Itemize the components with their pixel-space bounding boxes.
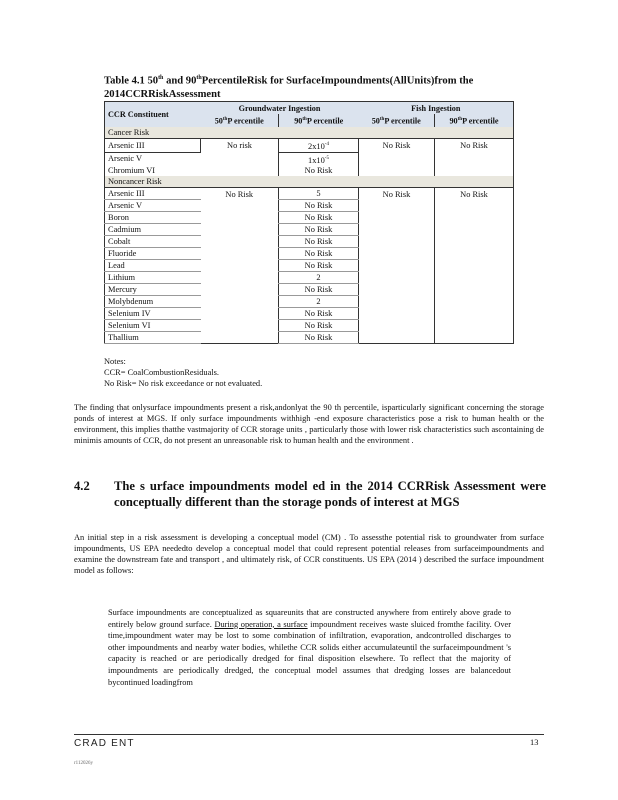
f50-cell bbox=[359, 165, 435, 176]
gw90-cell: No Risk bbox=[279, 200, 359, 212]
section-title: The s urface impoundments model ed in the 2014 CCRRisk Assessment were conceptually different than the storage ponds of interest at MGS bbox=[114, 479, 546, 509]
gw90-cell: No Risk bbox=[279, 332, 359, 344]
header-constituent: CCR Constituent bbox=[108, 109, 169, 119]
table-header-row bbox=[105, 102, 514, 115]
f50-cell bbox=[359, 320, 435, 332]
f90-cell bbox=[435, 236, 514, 248]
gw90-cell: No Risk bbox=[279, 248, 359, 260]
f50-cell: No Risk bbox=[359, 138, 435, 152]
constituent-cell: Selenium VI bbox=[105, 320, 201, 332]
table-row bbox=[105, 236, 514, 248]
notes-ccr: CCR= CoalCombustionResiduals. bbox=[104, 368, 220, 377]
gw90-cell: No Risk bbox=[279, 236, 359, 248]
f50-cell bbox=[359, 200, 435, 212]
constituent-cell: Cadmium bbox=[105, 224, 201, 236]
gw90-cell: $1x10^{-5}$ bbox=[279, 152, 359, 165]
constituent-cell: Lithium bbox=[105, 272, 201, 284]
constituent-cell: Molybdenum bbox=[105, 296, 201, 308]
paragraph-conceptual-model: An initial step in a risk assessment is developing a conceptual model (CM) . To assessthe potential risk to groundwater from surface impoundments, US EPA neededto develop a conceptual model that could represent potential releases from surfaceimpoundments and examine the downstream fate and transport , and ultimately risk, of CCR constituents. US EPA (2014 ) described the surface impoundment model as follows: bbox=[74, 533, 544, 575]
quote-underlined: During operation, a surface bbox=[214, 619, 308, 629]
f50-cell bbox=[359, 224, 435, 236]
constituent-cell: Chromium VI bbox=[108, 166, 156, 176]
table-row bbox=[105, 308, 514, 320]
header-gw-50: 50thP ercentile bbox=[214, 116, 264, 126]
gw50-cell bbox=[201, 272, 279, 284]
table-row bbox=[105, 248, 514, 260]
gw50-cell bbox=[201, 320, 279, 332]
f50-cell bbox=[359, 260, 435, 272]
table-row bbox=[105, 320, 514, 332]
table-row bbox=[105, 332, 514, 344]
gw50-cell bbox=[201, 308, 279, 320]
gw90-cell: $2x10^{-4}$ bbox=[279, 138, 359, 152]
section-label-noncancer: Noncancer Risk bbox=[105, 176, 514, 188]
header-fish-90: 90thP ercentile bbox=[435, 114, 514, 127]
gw50-cell: No risk bbox=[201, 138, 279, 152]
constituent-cell: Arsenic III bbox=[105, 138, 201, 152]
table-row bbox=[105, 212, 514, 224]
notes-norisk: No Risk= No risk exceedance or not evaluated. bbox=[104, 379, 263, 388]
f90-cell bbox=[435, 320, 514, 332]
table-row bbox=[105, 188, 514, 200]
table-row bbox=[105, 200, 514, 212]
f50-cell bbox=[359, 296, 435, 308]
header-groundwater: Groundwater Ingestion bbox=[238, 103, 321, 113]
company-logo: CRAD ENT bbox=[74, 738, 135, 749]
gw50-cell bbox=[201, 332, 279, 344]
constituent-cell: Lead bbox=[105, 260, 201, 272]
table-row bbox=[105, 272, 514, 284]
header-fish-50: 50thP ercentile bbox=[371, 116, 421, 126]
table-row bbox=[105, 296, 514, 308]
gw50-cell bbox=[201, 296, 279, 308]
constituent-cell: Arsenic V bbox=[105, 200, 201, 212]
section-number: 4.2 bbox=[74, 479, 90, 493]
constituent-cell: Boron bbox=[105, 212, 201, 224]
gw90-cell: No Risk bbox=[279, 284, 359, 296]
section-label-cancer: Cancer Risk bbox=[105, 127, 514, 139]
f50-cell bbox=[359, 308, 435, 320]
table-row bbox=[105, 260, 514, 272]
gw50-cell bbox=[201, 248, 279, 260]
f90-cell bbox=[435, 224, 514, 236]
gw50-cell: No Risk bbox=[201, 188, 279, 200]
f50-cell bbox=[359, 332, 435, 344]
f90-cell bbox=[435, 260, 514, 272]
f90-cell bbox=[435, 248, 514, 260]
constituent-cell: Arsenic V bbox=[108, 154, 143, 164]
gw90-cell: 2 bbox=[279, 296, 359, 308]
f90-cell bbox=[435, 272, 514, 284]
constituent-cell: Mercury bbox=[105, 284, 201, 296]
f50-cell: No Risk bbox=[359, 188, 435, 200]
gw50-cell bbox=[201, 212, 279, 224]
section-row-cancer bbox=[105, 127, 514, 139]
table-notes bbox=[104, 356, 262, 389]
table-row bbox=[105, 138, 514, 152]
risk-table bbox=[104, 101, 514, 344]
constituent-cell: Thallium bbox=[105, 332, 201, 344]
f50-cell bbox=[359, 284, 435, 296]
gw90-cell: 2 bbox=[279, 272, 359, 284]
f90-cell bbox=[435, 296, 514, 308]
header-gw-90: 90thP ercentile bbox=[279, 114, 359, 127]
gw50-cell bbox=[201, 284, 279, 296]
header-fish: Fish Ingestion bbox=[411, 103, 461, 113]
f90-cell bbox=[435, 212, 514, 224]
table-row bbox=[105, 284, 514, 296]
f50-cell bbox=[359, 212, 435, 224]
gw50-cell bbox=[201, 165, 279, 176]
gw90-cell: No Risk bbox=[279, 224, 359, 236]
gw50-cell bbox=[201, 224, 279, 236]
f90-cell: No Risk bbox=[435, 138, 514, 152]
f90-cell bbox=[435, 284, 514, 296]
constituent-cell: Fluoride bbox=[105, 248, 201, 260]
gw90-cell: No Risk bbox=[279, 165, 359, 176]
gw90-cell: No Risk bbox=[279, 320, 359, 332]
document-id: r112026y bbox=[74, 761, 93, 766]
section-row-noncancer bbox=[105, 176, 514, 188]
page-number: 13 bbox=[530, 738, 539, 747]
notes-heading: Notes: bbox=[104, 357, 126, 366]
footer-divider bbox=[74, 734, 544, 735]
gw50-cell bbox=[201, 152, 279, 165]
gw90-cell: No Risk bbox=[279, 260, 359, 272]
gw50-cell bbox=[201, 260, 279, 272]
constituent-cell: Selenium IV bbox=[105, 308, 201, 320]
table-row bbox=[105, 165, 514, 176]
f50-cell bbox=[359, 272, 435, 284]
f90-cell bbox=[435, 332, 514, 344]
gw50-cell bbox=[201, 236, 279, 248]
table-row bbox=[105, 152, 514, 165]
gw90-cell: No Risk bbox=[279, 308, 359, 320]
f90-cell: No Risk bbox=[435, 188, 514, 200]
table-row bbox=[105, 224, 514, 236]
f90-cell bbox=[435, 200, 514, 212]
f50-cell bbox=[359, 236, 435, 248]
gw90-cell: No Risk bbox=[279, 212, 359, 224]
constituent-cell: Cobalt bbox=[105, 236, 201, 248]
f50-cell bbox=[359, 248, 435, 260]
f50-cell bbox=[359, 152, 435, 165]
paragraph-finding: The finding that onlysurface impoundments present a risk,andonlyat the 90 th percentile, isparticularly significant concerning the storage ponds of interest at MGS. If only surface impoundments withhigh -end exposure characteristics pose a risk to human health or the environment, this implies thatthe vastmajority of CCR storage units , particularly those with lower risk characteristics such ascontaining de minimis amounts of CCR, do not present an unreasonable risk to human health and the environment . bbox=[74, 403, 544, 445]
f90-cell bbox=[435, 152, 514, 165]
block-quote: Surface impoundments are conceptualized as squareunits that are constructed anywhere from entirely above grade to entirely below ground surface. During operation, a surface impoundment receives waste sluiced fromthe facility. Over time,impoundment water may be lost to some combination of infiltration, evaporation, andcontrolled discharges to other impoundments and nearby water bodies, whilethe CCR solids either accumulateuntil the surfaceimpoundment 's capacity is reached or are periodically dredged for final disposition elsewhere. To reflect that the majority of impoundments are periodically dredged, the conceptual model assumes that dredging losses are balancedout bycontinued loadingfrom bbox=[108, 608, 512, 687]
f90-cell bbox=[435, 308, 514, 320]
gw90-cell: 5 bbox=[279, 188, 359, 200]
f90-cell bbox=[435, 165, 514, 176]
constituent-cell: Arsenic III bbox=[105, 188, 201, 200]
table-title: Table 4.1 50th and 90thPercentileRisk for SurfaceImpoundments(AllUnits)from the 2014CCRRiskAssessment bbox=[104, 75, 474, 100]
gw50-cell bbox=[201, 200, 279, 212]
